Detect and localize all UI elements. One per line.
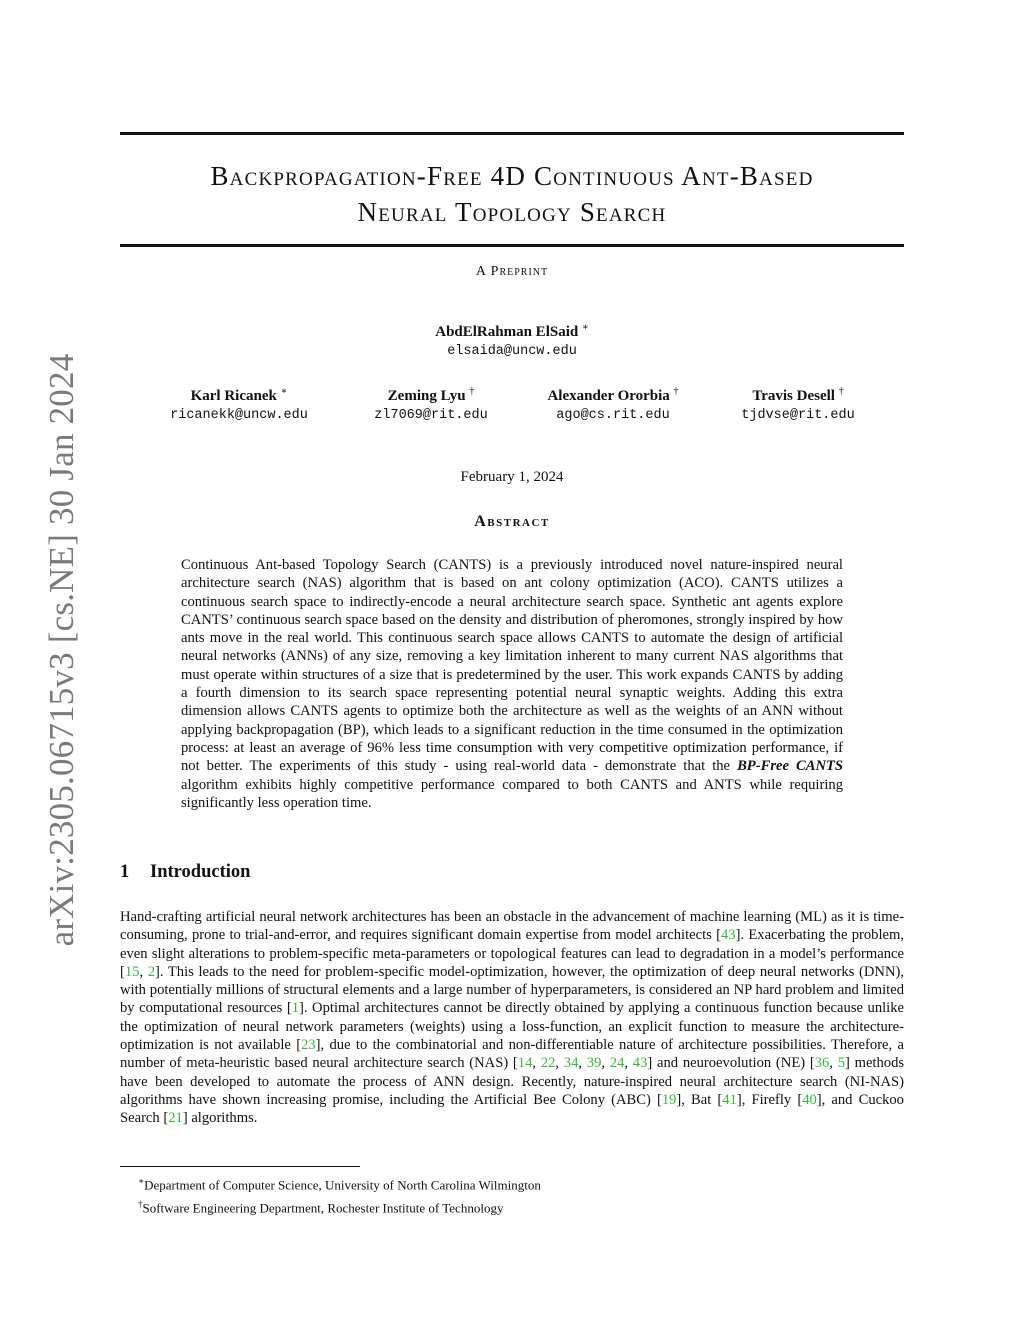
- preprint-label: A Preprint: [475, 264, 549, 279]
- citation-link[interactable]: 43: [632, 1055, 648, 1072]
- citation-link[interactable]: 14: [517, 1055, 533, 1072]
- section-heading: [120, 862, 250, 883]
- affiliation-mark: †: [469, 386, 475, 397]
- author: [336, 382, 526, 426]
- author-email: ricanekk@uncw.edu: [170, 408, 308, 423]
- citation-link[interactable]: 21: [168, 1110, 183, 1127]
- citation-link[interactable]: 5: [837, 1055, 845, 1072]
- section-title: Introduction: [150, 862, 251, 882]
- title-bottom-rule: [120, 244, 904, 247]
- paper-title: [120, 158, 904, 230]
- affiliation-mark: ∗: [280, 386, 288, 397]
- footnotes: [138, 1172, 541, 1218]
- author-name: Travis Desell: [752, 388, 835, 404]
- author-email: zl7069@rit.edu: [374, 408, 488, 423]
- citation-link[interactable]: 24: [609, 1055, 625, 1072]
- citation-link[interactable]: 41: [722, 1091, 737, 1108]
- abstract-text: algorithm exhibits highly competitive performance compared to both CANTS and ANTS while requiring significantly less operation time.: [181, 776, 843, 811]
- citation-link[interactable]: 36: [814, 1055, 830, 1072]
- author: [144, 382, 334, 426]
- author-email: tjdvse@rit.edu: [741, 408, 855, 423]
- citation-link[interactable]: 22: [540, 1055, 556, 1072]
- footnote-mark: ∗: [138, 1176, 145, 1186]
- author-email: ago@cs.rit.edu: [556, 408, 670, 423]
- author-name: Alexander Ororbia: [547, 388, 670, 404]
- intro-paragraph: Hand-crafting artificial neural network architectures has been an obstacle in the advancement of machine learning (ML) as it is time-consuming, prone to trial-and-error, and requires significant domain expertise from model architects [43]. Exacerbating the problem, even slight alterations to problem-specific meta-parameters or topological features can lead to degradation in a model’s performance [15, 2]. This leads to the need for problem-specific model-optimization, however, the optimization of deep neural networks (DNN), with potentially millions of structural elements and a large number of hyperparameters, is considered an NP hard problem and limited by computational resources [1]. Optimal architectures cannot be directly obtained by applying a continuous function because unlike the optimization of neural network parameters (weights) using a loss-function, an explicit function to measure the architecture-optimization is not available [23], due to the combinatorial and non-differentiable nature of architecture possibilities. Therefore, a number of meta-heuristic based neural architecture search (NAS) [14, 22, 34, 39, 24, 43] and neuroevolution (NE) [36, 5] methods have been developed to automate the process of ANN design. Recently, nature-inspired neural architecture search (NI-NAS) algorithms have shown increasing promise, including the Artificial Bee Colony (ABC) [19], Bat [41], Firefly [40], and Cuckoo Search [21] algorithms.: [120, 909, 905, 1127]
- author-name: AbdElRahman ElSaid: [435, 324, 579, 340]
- author: [703, 382, 893, 426]
- footnote-rule: [120, 1166, 360, 1167]
- title-top-rule: [120, 132, 904, 135]
- citation-link[interactable]: 15: [124, 963, 140, 980]
- footnote-text: Software Engineering Department, Rochester Institute of Technology: [142, 1200, 504, 1216]
- footnote-mark: †: [138, 1198, 143, 1209]
- section-number: 1: [120, 862, 130, 882]
- title-line-1: Backpropagation-Free 4D Continuous Ant-Based: [210, 161, 814, 191]
- citation-link[interactable]: 43: [720, 927, 736, 944]
- footnote: [138, 1195, 541, 1218]
- citation-link[interactable]: 1: [291, 1000, 299, 1017]
- main-author: [120, 318, 904, 362]
- abstract-text: Continuous Ant-based Topology Search (CANTS) is a previously introduced novel nature-inspired neural architecture search (NAS) algorithm that is based on ant colony optimization (ACO). CANTS utilizes a continuous search space to indirectly-encode a neural architecture search space. Synthetic ant agents explore CANTS’ continuous search space based on the density and distribution of pheromones, strongly inspired by how ants move in the real world. This continuous search space allows CANTS to automate the design of artificial neural networks (ANNs) of any size, removing a key limitation inherent to many current NAS algorithms that must operate within structures of a size that is predetermined by the user. This work expands CANTS by adding a fourth dimension to its search space representing potential neural synaptic weights. Adding this extra dimension allows CANTS agents to optimize both the architecture as well as the weights of an ANN without applying backpropagation (BP), which leads to a significant reduction in the time consumed in the optimization process: at least an average of 96% less time consumption with very competitive optimization performance, if not better. The experiments of this study - using real-world data - demonstrate that the: [181, 557, 843, 775]
- citation-link[interactable]: 39: [586, 1055, 602, 1072]
- abstract-heading: Abstract: [474, 513, 550, 530]
- author: [518, 382, 708, 426]
- affiliation-mark: ∗: [581, 322, 589, 333]
- abstract-body: [181, 556, 843, 812]
- affiliation-mark: †: [838, 386, 844, 397]
- citation-link[interactable]: 2: [147, 963, 156, 980]
- author-name: Karl Ricanek: [190, 388, 277, 404]
- footnote: [138, 1172, 541, 1195]
- citation-link[interactable]: 19: [661, 1091, 677, 1108]
- citation-link[interactable]: 23: [301, 1037, 316, 1054]
- title-line-2: Neural Topology Search: [357, 197, 667, 227]
- abstract-emphasis: BP-Free CANTS: [737, 758, 844, 775]
- author-email: elsaida@uncw.edu: [447, 344, 577, 359]
- author-name: Zeming Lyu: [387, 388, 466, 404]
- publication-date: February 1, 2024: [460, 469, 564, 485]
- footnote-text: Department of Computer Science, University of North Carolina Wilmington: [144, 1177, 541, 1193]
- affiliation-mark: †: [673, 386, 679, 397]
- citation-link[interactable]: 40: [802, 1091, 817, 1108]
- citation-link[interactable]: 34: [563, 1055, 579, 1072]
- arxiv-id: arXiv:2305.06715v3 [cs.NE] 30 Jan 2024: [42, 353, 81, 947]
